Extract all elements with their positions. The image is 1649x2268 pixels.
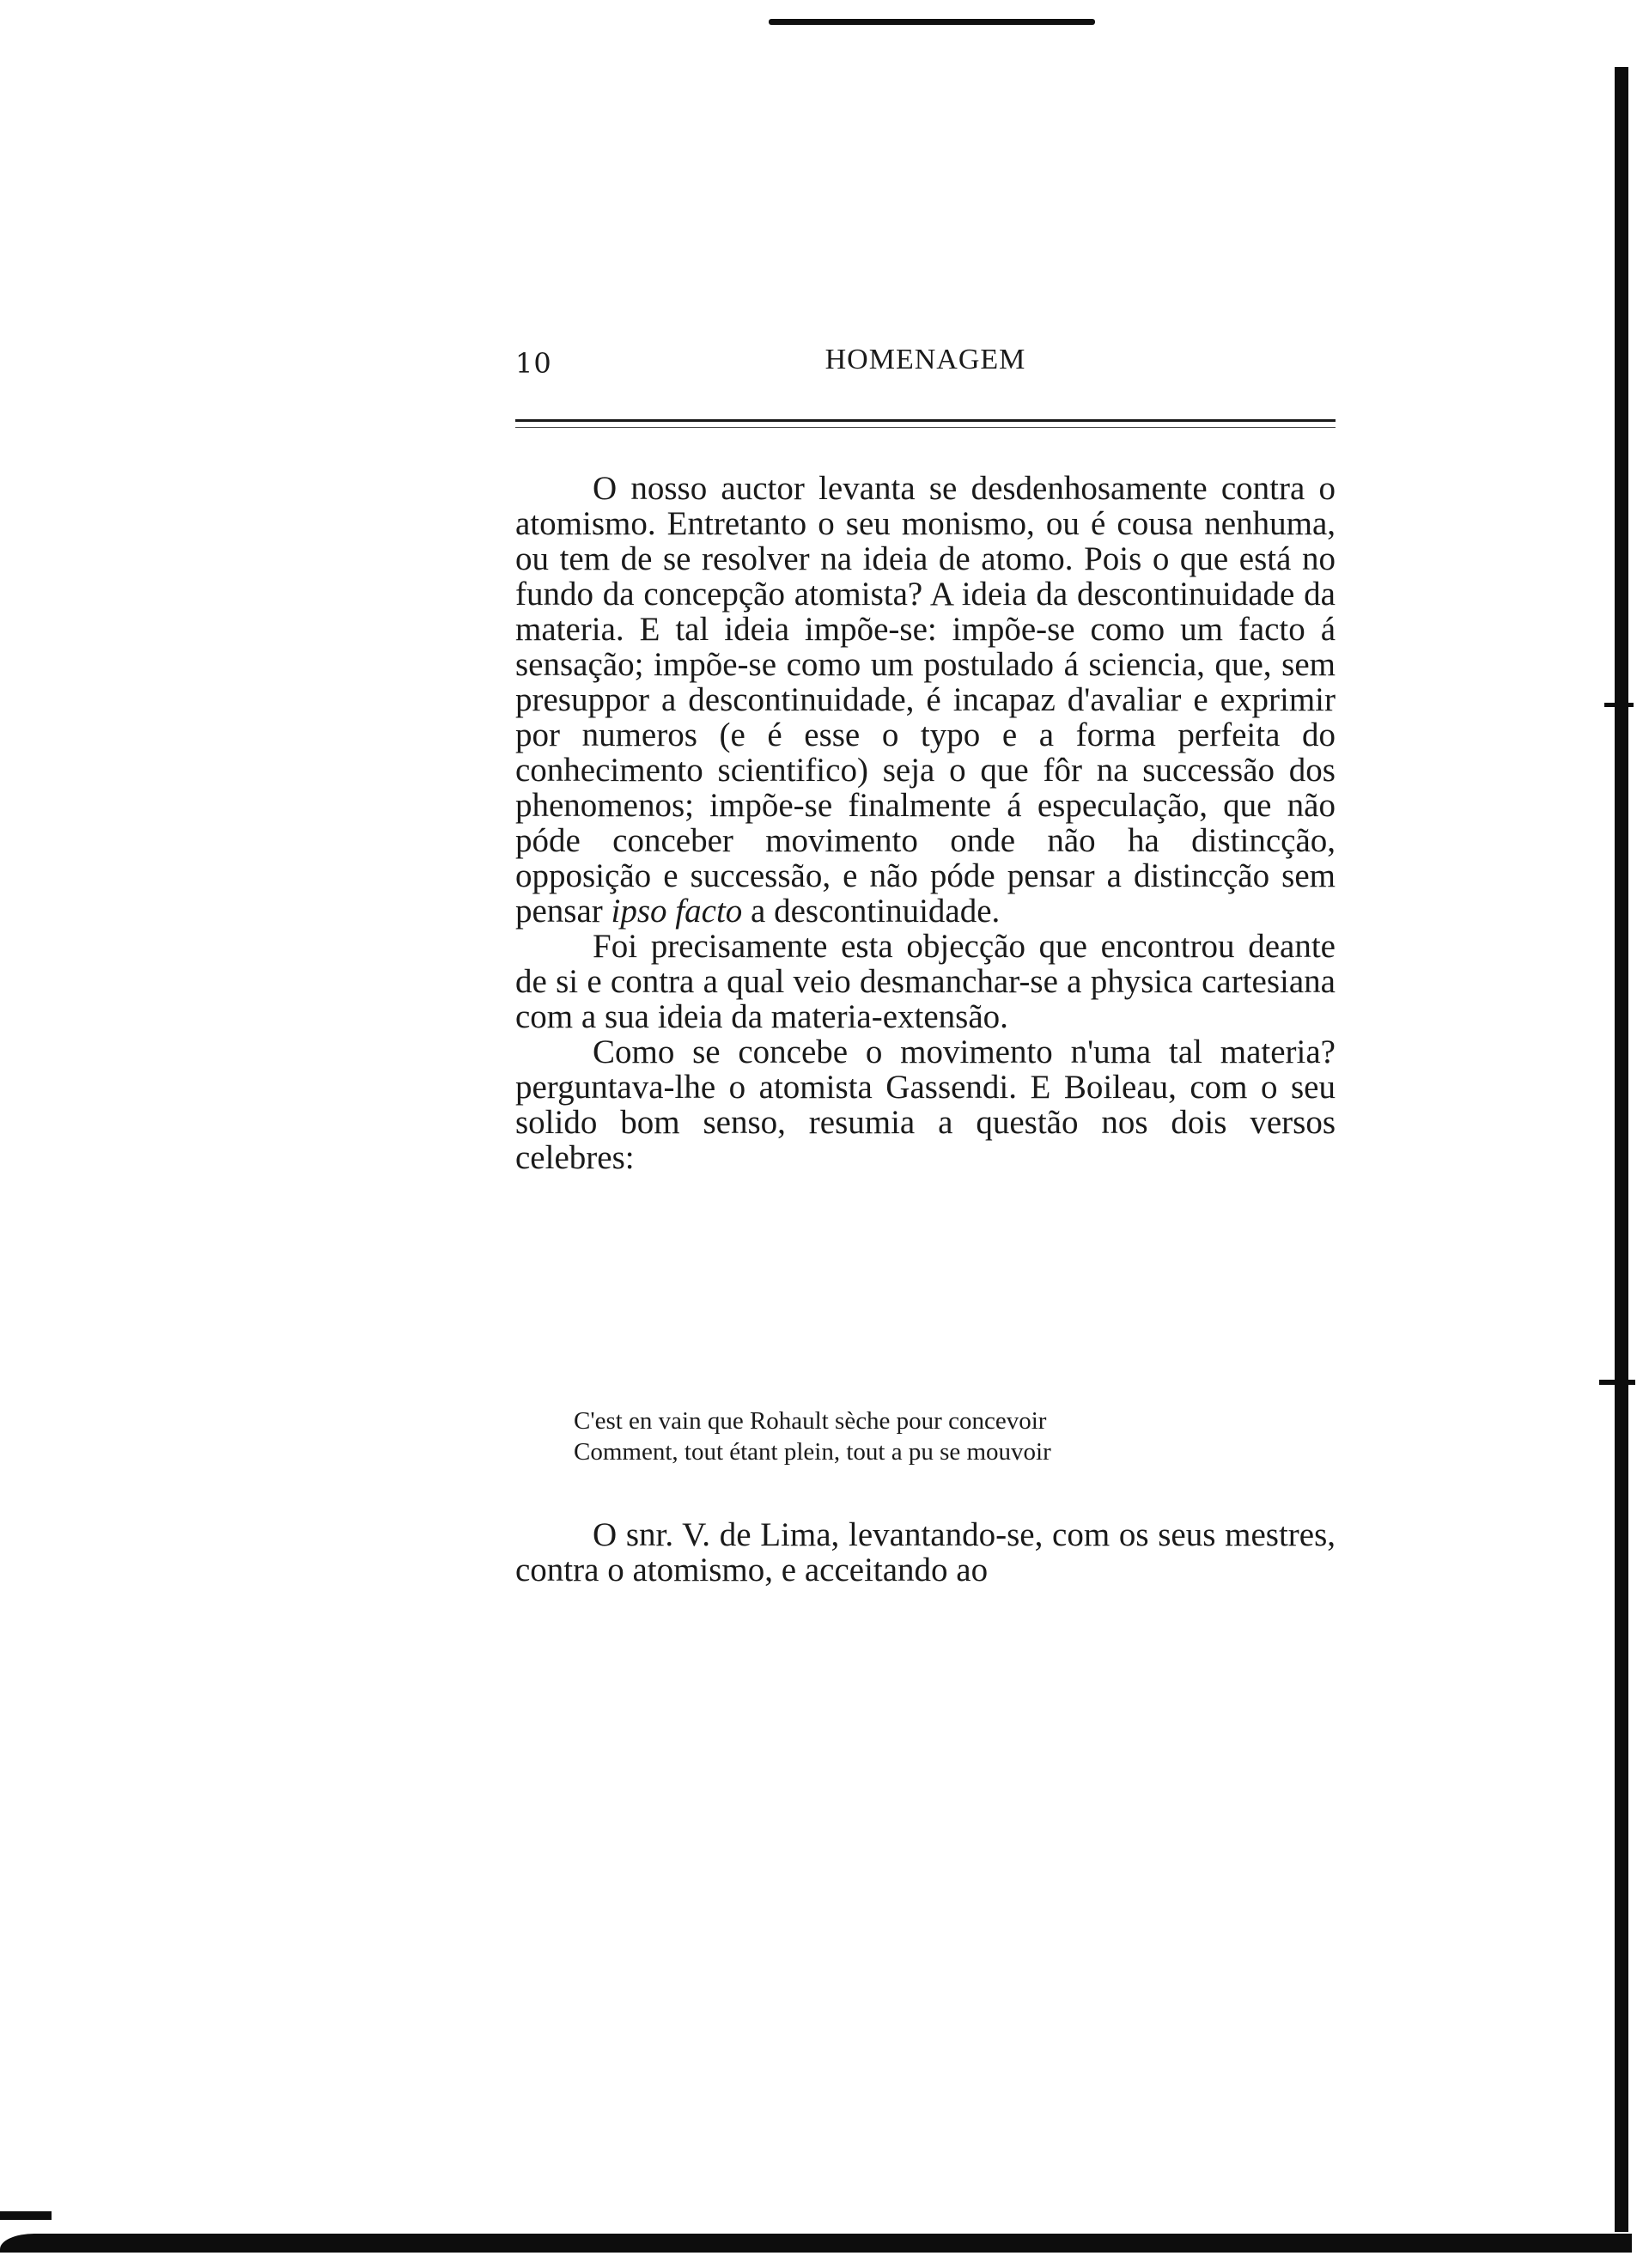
paragraph: Foi precisamente esta objecção que encontrou deante de si e contra a qual veio desmanchar-se a physica cartesiana com a sua ideia da materia-extensão. [515,928,1336,1035]
paragraph-text: a descontinuidade. [742,893,1001,930]
running-title: HOMENAGEM [824,344,1026,375]
verse-line: C'est en vain que Rohault sèche pour concevoir [574,1407,1047,1435]
body-text-continued [515,1517,1336,1588]
paragraph [515,471,1336,929]
body-text [515,471,1336,1175]
scan-top-rule [769,19,1095,25]
verse-quote [574,1405,1261,1467]
header-rule [515,419,1336,422]
verse-line: Comment, tout étant plein, tout a pu se mouvoir [574,1438,1051,1466]
scan-right-tick [1599,1380,1635,1385]
scan-right-tick [1604,703,1634,707]
paragraph: Como se concebe o movimento n'uma tal materia? perguntava-lhe o atomista Gassendi. E Boileau, com o seu solido bom senso, resumia a questão nos dois versos celebres: [515,1033,1336,1176]
paragraph: O snr. V. de Lima, levantando-se, com os seus mestres, contra o atomismo, e acceitando ao [515,1516,1336,1588]
italic-phrase: ipso facto [611,893,743,930]
scan-bottom-left-mark [0,2211,52,2220]
header-rule-thin [515,427,1336,428]
page-header [515,344,1336,387]
scan-right-edge [1615,67,1628,2232]
scan-bottom-edge [0,2234,1632,2253]
paragraph-text: O nosso auctor levanta se desdenhosamente contra o atomismo. Entretanto o seu monismo, ou é cousa nenhuma, ou tem de se resolver na ideia de atomo. Pois o que está no fundo da concepção atomista? A ideia da descontinuidade da materia. E tal ideia impõe-se: impõe-se como um facto á sensação; impõe-se como um postulado á sciencia, que, sem presuppor a descontinuidade, é incapaz d'avaliar e exprimir por numeros (e é esse o typo e a forma perfeita do conhecimento scientifico) seja o que fôr na successão dos phenomenos; impõe-se finalmente á especulação, que não póde conceber movimento onde não ha distincção, opposição e successão, e não póde pensar a distincção sem pensar [515,470,1336,930]
page-number: 10 [515,347,552,380]
